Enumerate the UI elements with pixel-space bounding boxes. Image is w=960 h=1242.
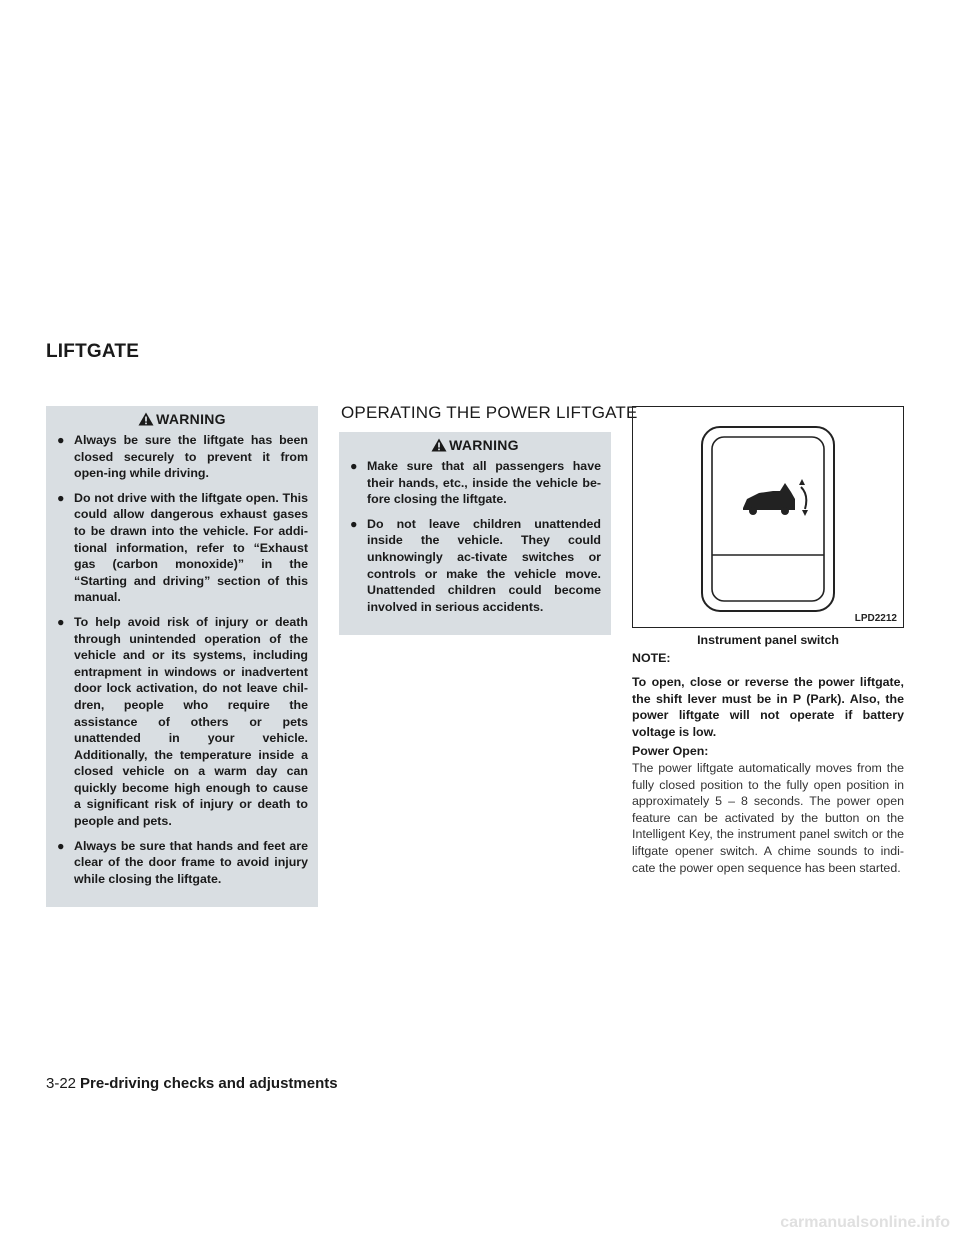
figure-code: LPD2212 bbox=[854, 613, 897, 624]
liftgate-switch-icon bbox=[633, 407, 903, 627]
warning-triangle-icon bbox=[138, 412, 154, 426]
warning-label: WARNING bbox=[449, 436, 519, 453]
warning-header bbox=[46, 406, 318, 432]
instrument-panel-switch-figure bbox=[632, 406, 904, 628]
warning-box-power-liftgate bbox=[339, 432, 611, 635]
warning-item: ● Always be sure that hands and feet are clear of the door frame to avoid injury while closing the liftgate. bbox=[57, 838, 308, 886]
power-open-label: Power Open: bbox=[632, 744, 709, 758]
warning-item: ● To help avoid risk of injury or death through unintended operation of the vehicle and or its systems, including entrapment in windows or inadvertent door lock activation, do not leave chil-dren, people who require the assistance of others or pets unattended in your vehicle. Additionally, the temperature inside a closed vehicle on a warm day can quickly become high enough to cause a significant risk of injury or death to people and pets. bbox=[57, 614, 308, 829]
warning-item: ● Always be sure the liftgate has been closed securely to prevent it from open-ing while driving. bbox=[57, 433, 308, 481]
warning-item: ● Do not drive with the liftgate open. This could allow dangerous exhaust gases to be drawn into the vehicle. For addi-tional information, refer to “Exhaust gas (carbon monoxide)” in the “Starting and driving” section of this manual. bbox=[57, 490, 308, 605]
warning-header bbox=[339, 432, 611, 458]
warning-item: ● Do not leave children unattended inside the vehicle. They could unknowingly ac-tivate switches or controls or make the vehicle move. Unattended children could become involved in serious accidents. bbox=[350, 516, 601, 614]
warning-box-liftgate bbox=[46, 406, 318, 907]
warning-triangle-icon bbox=[431, 438, 447, 452]
power-open-text: The power liftgate automatically moves from the fully closed position to the fully open position in approximately 5 – 8 seconds. The power open feature can be activated by the button on the Intelligent Key, the instrument panel switch or the liftgate opener switch. A chime sounds to indi-cate the power open sequence has been started. bbox=[632, 761, 904, 875]
figure-caption: Instrument panel switch bbox=[697, 633, 839, 647]
watermark: carmanualsonline.info bbox=[780, 1214, 950, 1231]
footer-section: Pre-driving checks and adjustments bbox=[80, 1075, 338, 1092]
warning-label: WARNING bbox=[156, 410, 226, 427]
note-text: To open, close or reverse the power liftgate, the shift lever must be in P (Park). Also, the power liftgate will not operate if battery voltage is low. bbox=[632, 675, 904, 739]
page-footer bbox=[46, 1075, 338, 1092]
section-title: LIFTGATE bbox=[46, 341, 140, 362]
subsection-heading: OPERATING THE POWER LIFTGATE bbox=[341, 403, 638, 422]
warning-item: ● Make sure that all passengers have their hands, etc., inside the vehicle be-fore closing the liftgate. bbox=[350, 459, 601, 507]
page-number: 3-22 bbox=[46, 1075, 77, 1092]
note-label: NOTE: bbox=[632, 651, 671, 665]
